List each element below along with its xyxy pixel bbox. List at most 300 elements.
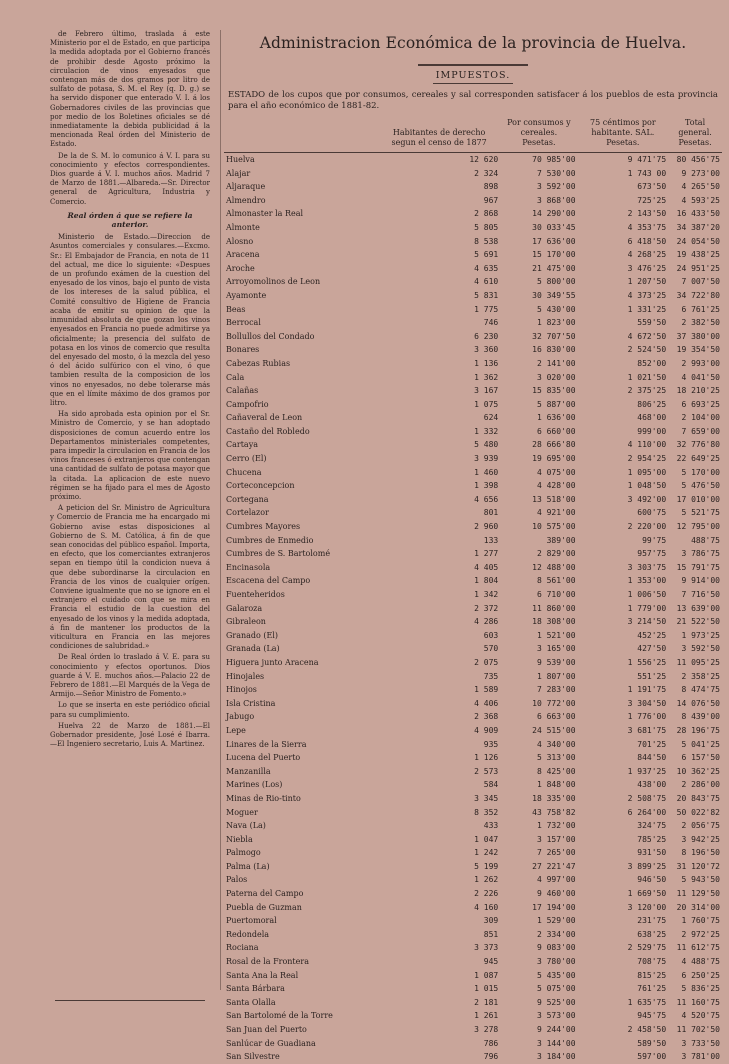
cell-habitantes: 433	[483, 821, 499, 831]
cell-habitantes: 2 324	[474, 168, 499, 178]
cell-total: 7 659'00	[681, 426, 720, 436]
table-row	[224, 194, 722, 208]
cell-sal: 673'50	[637, 182, 667, 192]
cell-consumos: 1 848'00	[536, 780, 576, 790]
cell-habitantes: 4 406	[474, 698, 499, 708]
cell-total: 5 943'50	[681, 875, 720, 885]
cell-habitantes: 1 362	[474, 372, 499, 382]
cell-habitantes: 1 589	[474, 685, 499, 695]
cell-total: 16 433'50	[676, 209, 720, 219]
cell-total: 4 593'25	[681, 195, 720, 205]
cell-total: 15 791'75	[676, 562, 720, 572]
table-row	[224, 479, 722, 493]
cell-consumos: 3 157'00	[536, 834, 576, 844]
left-paragraph: de Febrero último, traslada á este Ministerio por el de Estado, en que participa la medida adoptada por el Gobierno francés de prohibir desde Agosto próximo la circulacion de vinos enyesados que contengan más de dos gramos por litro de sulfato de potasa, S. M. el Rey (q. D. g.) se ha servido disponer que enterado V. I. á los Gobernadores civiles de las provincias que por medio de los Boletines oficiales se dé inmediatamente la debida publicidad á la mencionada Real órden del Ministerio de Estado.	[50, 30, 210, 149]
cell-sal: 3 120'00	[627, 902, 667, 912]
cell-consumos: 8 425'00	[536, 766, 576, 776]
cell-consumos: 1 807'00	[536, 671, 576, 681]
cell-name: Lepe	[226, 725, 246, 735]
cell-habitantes: 851	[483, 929, 499, 939]
cell-total: 5 041'25	[681, 739, 720, 749]
cell-total: 3 942'25	[681, 834, 720, 844]
cell-total: 24 951'25	[676, 263, 720, 273]
left-paragraph: Lo que se inserta en este periódico oficial para su cumplimiento.	[50, 701, 210, 719]
left-paragraph: Ha sido aprobada esta opinion por el Sr. Ministro de Comercio, y se han adoptado disposiciones de comun acuerdo entre los Departamentos ministeriales competentes, para impedir la circulacion en Francia de los vinos franceses ó extranjeros que contengan una cantidad de sulfato de potasa mayor que la citada. La aplicacion de este nuevo régimen se ha fijado para el mes de Agosto próximo.	[50, 410, 210, 501]
cell-habitantes: 1 804	[474, 576, 499, 586]
cell-total: 10 362'25	[676, 766, 720, 776]
cell-sal: 1 776'00	[627, 712, 667, 722]
cell-habitantes: 1 047	[474, 834, 499, 844]
footer-rule	[55, 1000, 205, 1001]
cell-total: 2 358'25	[681, 671, 720, 681]
cell-name: Santa Olalla	[226, 997, 276, 1007]
cell-name: Granado (El)	[226, 630, 279, 640]
cell-sal: 324'75	[637, 821, 667, 831]
cell-total: 12 795'00	[676, 522, 720, 532]
cell-sal: 725'25	[637, 195, 667, 205]
cell-total: 3 786'75	[681, 549, 720, 559]
cell-name: Cumbres de S. Bartolomé	[226, 549, 331, 559]
cell-consumos: 27 221'47	[532, 861, 576, 871]
cell-name: Isla Cristina	[226, 698, 276, 708]
left-paragraph: De la de S. M. lo comunico á V. I. para su conocimiento y efectos correspondientes. Dios guarde á V. I. muchos años. Madrid 7 de Marzo de 1881.—Albareda.—Sr. Director general de Agricultura, Industria y Comercio.	[50, 151, 210, 206]
cell-habitantes: 746	[483, 318, 499, 328]
cell-consumos: 11 860'00	[532, 603, 576, 613]
cell-name: Cumbres Mayores	[226, 522, 301, 532]
cell-habitantes: 796	[483, 1052, 499, 1062]
cell-total: 11 702'50	[676, 1025, 720, 1034]
cell-habitantes: 1 398	[474, 481, 499, 491]
header-consumos-label: Por consumos y cereales.	[507, 118, 571, 137]
cell-total: 4 041'50	[681, 372, 720, 382]
cell-total: 2 972'25	[681, 929, 720, 939]
cell-consumos: 3 868'00	[536, 195, 576, 205]
cell-sal: 438'00	[637, 780, 667, 790]
cell-consumos: 3 573'00	[536, 1011, 576, 1021]
left-subhead: Real órden á que se refiere la anterior.	[67, 210, 193, 230]
cell-total: 8 439'00	[681, 712, 720, 722]
table-row	[224, 996, 722, 1010]
cell-consumos: 4 075'00	[536, 467, 576, 477]
cell-total: 20 314'00	[676, 902, 720, 912]
cell-sal: 2 508'75	[627, 793, 667, 803]
table-row	[224, 574, 722, 588]
table-row	[224, 330, 722, 344]
cell-total: 24 054'50	[676, 236, 720, 246]
cell-habitantes: 2 868	[474, 209, 499, 219]
cell-total: 3 733'50	[681, 1038, 720, 1048]
cell-name: Chucena	[226, 467, 262, 477]
cell-sal: 708'75	[637, 957, 667, 967]
cell-total: 6 761'25	[681, 304, 720, 314]
cell-name: San Silvestre	[226, 1052, 280, 1062]
cell-name: Cerro (El)	[226, 454, 267, 464]
cell-sal: 4 268'25	[627, 250, 667, 260]
cell-habitantes: 3 278	[474, 1025, 499, 1034]
header-total-label: Total general.	[678, 118, 712, 137]
table-row	[224, 615, 722, 629]
cell-consumos: 6 660'00	[536, 426, 576, 436]
table-row	[224, 398, 722, 412]
cell-total: 34 387'20	[676, 222, 720, 232]
left-paragraph: A peticion del Sr. Ministro de Agricultura y Comercio de Francia me ha encargado mi Gobierno avise estas disposiciones al Gobierno de S. M. Católica, á fin de que sean conocidas del público español. Importa, en efecto, que los comerciantes extranjeros sepan en tiempo útil la condicion nueva á que debe subordinarse la circulacion en Francia de los vinos de cualquier orígen. Conviene igualmente que no se ignore en el extranjero el cuidado con que se mira en Francia el estudio de la cuestion del enyesado de los vinos y la medida adoptada, á fin de mantener los productos de la viticultura en Francia en las mejores condiciones de salubridad.»	[50, 504, 210, 651]
cell-name: Rosal de la Frontera	[226, 957, 309, 967]
cell-total: 11 095'25	[676, 657, 720, 667]
cell-consumos: 17 636'00	[532, 236, 576, 246]
table-row	[224, 724, 722, 738]
cell-total: 13 639'00	[676, 603, 720, 613]
cell-name: Escacena del Campo	[226, 576, 311, 586]
cell-sal: 2 524'50	[627, 345, 667, 355]
cell-consumos: 16 830'00	[532, 345, 576, 355]
cell-sal: 2 529'75	[627, 943, 667, 953]
table-row	[224, 765, 722, 779]
cell-consumos: 43 758'82	[532, 807, 576, 817]
cell-sal: 3 214'50	[627, 617, 667, 627]
cell-habitantes: 1 136	[474, 358, 499, 368]
cell-name: Castaño del Robledo	[226, 426, 310, 436]
table-row	[224, 1023, 722, 1037]
table-row	[224, 792, 722, 806]
cell-habitantes: 2 368	[474, 712, 499, 722]
table-row	[224, 207, 722, 221]
cell-sal: 1 635'75	[627, 997, 667, 1007]
table-row	[224, 982, 722, 996]
header-pueblo	[224, 118, 378, 153]
cell-consumos: 17 194'00	[532, 902, 576, 912]
cell-sal: 931'50	[637, 848, 667, 858]
table-row	[224, 955, 722, 969]
cell-name: Aracena	[226, 250, 260, 260]
cell-habitantes: 5 805	[474, 222, 499, 232]
cell-total: 37 380'00	[676, 331, 720, 341]
cell-name: Palma (La)	[226, 861, 270, 871]
cell-name: Corteconcepcion	[226, 481, 295, 491]
cell-sal: 785'25	[637, 834, 667, 844]
cell-name: Minas de Rio-tinto	[226, 793, 301, 803]
cell-total: 5 170'00	[681, 467, 720, 477]
cell-consumos: 5 313'00	[536, 753, 576, 763]
cell-name: Niebla	[226, 834, 253, 844]
cell-total: 9 273'00	[681, 168, 720, 178]
table-row	[224, 710, 722, 724]
table-row	[224, 167, 722, 181]
cell-consumos: 30 349'55	[532, 290, 576, 300]
cell-habitantes: 1 342	[474, 590, 499, 599]
cell-name: Hinojos	[226, 685, 257, 695]
cell-consumos: 3 184'00	[536, 1052, 576, 1062]
cell-consumos: 389'00	[546, 535, 576, 545]
table-row	[224, 1009, 722, 1023]
cell-name: Cumbres de Enmedio	[226, 535, 314, 545]
table-row	[224, 642, 722, 656]
cell-sal: 957'75	[637, 549, 667, 559]
page-title: Administracion Económica de la provincia de Huelva.	[259, 34, 687, 52]
cell-sal: 4 353'75	[627, 222, 667, 232]
cell-name: Palmogo	[226, 848, 261, 858]
table-row	[224, 534, 722, 548]
cell-habitantes: 1 261	[474, 1011, 499, 1021]
left-paragraph: Ministerio de Estado.—Direccion de Asuntos comerciales y consulares.—Excmo. Sr.: El Embajador de Francia, en nota de 11 del actual, me dice lo siguiente: «Despues de un profundo exámen de la cuestion del enyesado de los vinos, bajo el punto de vista de los intereses de la salud pública, el Comité consultivo de Higiene de Francia acaba de emitir su opinion de que la inmunidad absoluta de que gozan los vinos enyesados en Francia no puede admitirse ya oficialmente; la presencia del sulfato de potasa en los vinos de comercio que resulta del enyesado del mosto, ó la mezcla del yeso ó del ácido sulfúrico con el vino, ó que tambien resulta de la composicion de los vinos no enyesados, no debe tolerarse más que en el límite máximo de dos gramos por litro.	[50, 233, 210, 407]
table-row	[224, 751, 722, 765]
cell-sal: 1 556'25	[627, 657, 667, 667]
table-row	[224, 357, 722, 371]
table-row	[224, 466, 722, 480]
table-row	[224, 547, 722, 561]
cell-sal: 1 048'50	[627, 481, 667, 491]
cell-consumos: 15 170'00	[532, 250, 576, 260]
cell-name: Cañaveral de Leon	[226, 413, 303, 423]
cell-consumos: 6 663'00	[536, 712, 576, 722]
cell-sal: 2 458'50	[627, 1025, 667, 1034]
table-row	[224, 683, 722, 697]
cell-sal: 3 899'25	[627, 861, 667, 871]
table-row	[224, 262, 722, 276]
cell-habitantes: 4 610	[474, 277, 499, 287]
left-paragraph: Huelva 22 de Marzo de 1881.—El Gobernador presidente, José Losé é Ibarra.—El Ingeniero secretario, Luis A. Martinez.	[50, 721, 210, 749]
cell-consumos: 4 921'00	[536, 508, 576, 518]
cell-consumos: 19 695'00	[532, 454, 576, 464]
cell-name: Gibraleon	[226, 617, 266, 627]
cell-habitantes: 4 405	[474, 562, 499, 572]
cell-sal: 2 954'25	[627, 454, 667, 464]
table-row	[224, 914, 722, 928]
cell-sal: 4 110'00	[627, 440, 667, 450]
table-row	[224, 180, 722, 194]
table-row	[224, 221, 722, 235]
cell-total: 11 129'50	[676, 889, 720, 899]
cell-consumos: 30 033'45	[532, 222, 576, 232]
cell-total: 5 521'75	[681, 508, 720, 518]
cell-total: 6 250'25	[681, 970, 720, 980]
cell-consumos: 9 244'00	[536, 1025, 576, 1034]
cell-total: 28 196'75	[676, 725, 720, 735]
cell-name: Almonte	[226, 222, 260, 232]
header-sal-label: 75 céntimos por habitante. SAL.	[590, 118, 656, 137]
cell-name: Higuera junto Aracena	[226, 657, 319, 667]
cell-habitantes: 603	[483, 630, 499, 640]
cell-sal: 815'25	[637, 970, 667, 980]
table-row	[224, 670, 722, 684]
cell-habitantes: 12 620	[469, 155, 499, 164]
cell-consumos: 3 592'00	[536, 182, 576, 192]
cell-habitantes: 4 286	[474, 617, 499, 627]
table-row	[224, 697, 722, 711]
cell-habitantes: 4 909	[474, 725, 499, 735]
cell-name: Aroche	[226, 263, 255, 273]
cell-habitantes: 1 126	[474, 753, 499, 763]
table-row	[224, 860, 722, 874]
cell-name: Arroyomolinos de Leon	[226, 277, 321, 287]
table-row	[224, 738, 722, 752]
cell-name: Cabezas Rubias	[226, 358, 291, 368]
cell-consumos: 8 561'00	[536, 576, 576, 586]
cell-consumos: 2 334'00	[536, 929, 576, 939]
cell-consumos: 18 335'00	[532, 793, 576, 803]
cell-consumos: 28 666'80	[532, 440, 576, 450]
cell-consumos: 3 165'00	[536, 644, 576, 654]
cell-name: Cartaya	[226, 440, 258, 450]
cell-consumos: 1 529'00	[536, 916, 576, 926]
cell-sal: 6 418'50	[627, 236, 667, 246]
cell-sal: 3 681'75	[627, 725, 667, 735]
cell-sal: 3 304'50	[627, 698, 667, 708]
table-row	[224, 493, 722, 507]
table-row	[224, 384, 722, 398]
cell-consumos: 21 475'00	[532, 263, 576, 273]
table-row	[224, 873, 722, 887]
cell-name: Palos	[226, 875, 248, 885]
cell-name: Jabugo	[226, 712, 255, 722]
cell-consumos: 1 521'00	[536, 630, 576, 640]
cell-total: 34 722'80	[676, 290, 720, 300]
cell-sal: 1 095'00	[627, 467, 667, 477]
cell-name: Sanlúcar de Guadiana	[226, 1038, 316, 1048]
cell-consumos: 5 075'00	[536, 984, 576, 994]
cell-habitantes: 735	[483, 671, 499, 681]
cell-consumos: 7 265'00	[536, 848, 576, 858]
cell-habitantes: 1 460	[474, 467, 499, 477]
cell-sal: 600'75	[637, 508, 667, 518]
cell-sal: 9 471'75	[627, 155, 667, 164]
cell-habitantes: 8 538	[474, 236, 499, 246]
cell-total: 3 592'50	[681, 644, 720, 654]
cell-sal: 1 006'50	[627, 590, 667, 599]
cell-habitantes: 3 360	[474, 345, 499, 355]
cell-sal: 1 207'50	[627, 277, 667, 287]
cell-consumos: 3 020'00	[536, 372, 576, 382]
cell-sal: 452'25	[637, 630, 667, 640]
table-row	[224, 248, 722, 262]
cell-consumos: 9 539'00	[536, 657, 576, 667]
cell-habitantes: 570	[483, 644, 499, 654]
cell-name: Santa Bárbara	[226, 984, 285, 994]
cell-total: 4 265'50	[681, 182, 720, 192]
cell-consumos: 7 283'00	[536, 685, 576, 695]
cell-consumos: 2 141'00	[536, 358, 576, 368]
cell-habitantes: 935	[483, 739, 499, 749]
cell-sal: 427'50	[637, 644, 667, 654]
cell-name: Linares de la Sierra	[226, 739, 307, 749]
cell-habitantes: 801	[483, 508, 499, 518]
table-row	[224, 452, 722, 466]
cell-total: 80 456'75	[676, 155, 720, 164]
table-row	[224, 411, 722, 425]
right-column	[224, 30, 722, 1064]
cell-total: 18 210'25	[676, 386, 720, 396]
cell-name: Alosno	[226, 236, 254, 246]
cell-total: 9 914'00	[681, 576, 720, 586]
cell-consumos: 13 518'00	[532, 494, 576, 504]
cell-name: Almonaster la Real	[226, 209, 304, 219]
cell-consumos: 5 435'00	[536, 970, 576, 980]
cell-total: 2 286'00	[681, 780, 720, 790]
header-consumos	[500, 118, 577, 153]
cell-total: 2 056'75	[681, 821, 720, 831]
cell-consumos: 18 308'00	[532, 617, 576, 627]
cell-habitantes: 6 230	[474, 331, 499, 341]
cell-habitantes: 945	[483, 957, 499, 967]
cell-habitantes: 1 242	[474, 848, 499, 858]
cell-sal: 4 373'25	[627, 290, 667, 300]
header-consumos-unit: Pesetas.	[522, 138, 556, 147]
section-heading: IMPUESTOS.	[435, 70, 511, 81]
cell-name: Encinasola	[226, 562, 271, 572]
cell-sal: 231'75	[637, 916, 667, 926]
table-row	[224, 371, 722, 385]
cell-sal: 4 672'50	[627, 331, 667, 341]
cell-total: 5 476'50	[681, 481, 720, 491]
cell-habitantes: 1 087	[474, 970, 499, 980]
cell-total: 17 010'00	[676, 494, 720, 504]
column-divider	[220, 30, 221, 990]
cell-sal: 1 669'50	[627, 889, 667, 899]
cell-name: Santa Ana la Real	[226, 970, 299, 980]
cell-total: 22 649'25	[676, 454, 720, 464]
cell-name: Cala	[226, 372, 245, 382]
cell-total: 6 157'50	[681, 753, 720, 763]
cell-consumos: 1 823'00	[536, 318, 576, 328]
cell-habitantes: 2 960	[474, 522, 499, 532]
cell-habitantes: 967	[483, 195, 499, 205]
cell-habitantes: 584	[483, 780, 499, 790]
cell-consumos: 14 290'00	[532, 209, 576, 219]
cell-habitantes: 3 167	[474, 386, 499, 396]
cell-total: 1 760'75	[681, 916, 720, 926]
cell-name: Puertomoral	[226, 916, 277, 926]
cell-sal: 946'50	[637, 875, 667, 885]
cell-consumos: 24 515'00	[532, 725, 576, 735]
cell-name: Almendro	[226, 195, 266, 205]
cell-sal: 761'25	[637, 984, 667, 994]
cell-name: Hinojales	[226, 671, 265, 681]
table-row	[224, 1050, 722, 1064]
table-row	[224, 153, 722, 167]
cell-name: Granada (La)	[226, 644, 280, 654]
cell-sal: 1 937'25	[627, 766, 667, 776]
table-row	[224, 806, 722, 820]
cell-name: Manzanilla	[226, 766, 271, 776]
cell-consumos: 1 732'00	[536, 821, 576, 831]
header-habitantes: Habitantes de derecho segun el censo de 1877	[391, 128, 487, 147]
cell-name: Nava (La)	[226, 821, 266, 831]
cell-name: Moguer	[226, 807, 258, 817]
cell-habitantes: 2 226	[474, 889, 499, 899]
table-row	[224, 941, 722, 955]
cell-total: 488'75	[691, 535, 720, 545]
table-row	[224, 316, 722, 330]
cell-consumos: 3 780'00	[536, 957, 576, 967]
cell-sal: 2 220'00	[627, 522, 667, 532]
cell-habitantes: 8 352	[474, 807, 499, 817]
cell-total: 11 612'75	[676, 943, 720, 953]
cell-total: 2 993'00	[681, 358, 720, 368]
cell-total: 14 076'50	[676, 698, 720, 708]
cell-habitantes: 309	[483, 916, 499, 926]
cell-sal: 99'75	[642, 535, 667, 545]
cell-habitantes: 1 075	[474, 399, 499, 409]
table-row	[224, 602, 722, 616]
cell-consumos: 32 707'50	[532, 331, 576, 341]
cell-consumos: 4 428'00	[536, 481, 576, 491]
table-row	[224, 656, 722, 670]
table-row	[224, 846, 722, 860]
table-row	[224, 778, 722, 792]
cell-total: 6 693'25	[681, 399, 720, 409]
cell-name: San Bartolomé de la Torre	[226, 1011, 333, 1021]
cell-name: Marines (Los)	[226, 780, 283, 790]
cell-sal: 559'50	[637, 318, 667, 328]
